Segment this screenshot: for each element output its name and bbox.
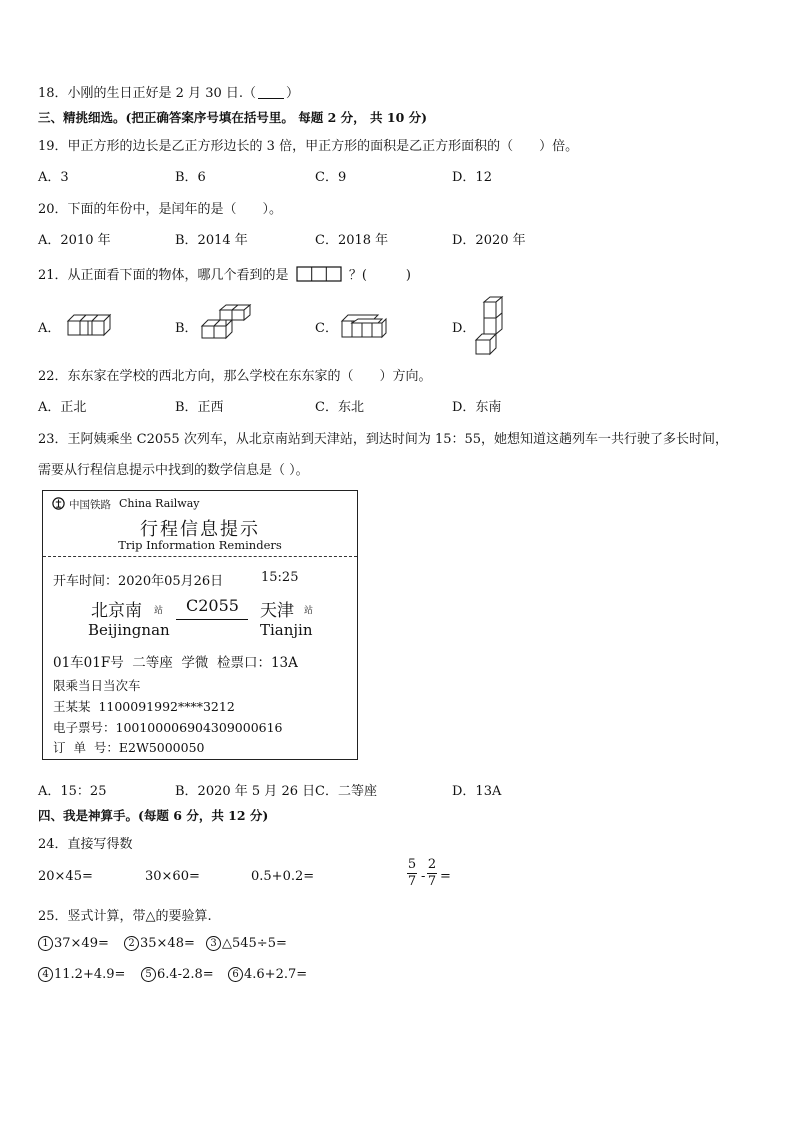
calc-item-3: 0.5+0.2=: [251, 869, 315, 884]
vertical-calc-2: [124, 936, 195, 951]
calc-expression: 35×48=: [140, 936, 195, 951]
to-station-suffix: 站: [304, 606, 314, 616]
vertical-calc-1: [38, 936, 109, 951]
question-18-text: 18．小刚的生日正好是 2 月 30 日.（: [38, 86, 257, 101]
calc-item-2: 30×60=: [145, 869, 200, 884]
circled-number: 6: [228, 967, 243, 982]
depart-label: 开车时间：2020年05月26日: [53, 574, 224, 589]
answer-blank[interactable]: [258, 86, 284, 99]
fraction-2-7: [427, 858, 437, 889]
vertical-calc-6: [228, 967, 307, 982]
cube-figure-a-icon: [62, 309, 120, 341]
calc-expression: 6.4-2.8=: [157, 967, 214, 982]
vertical-calc-4: [38, 967, 125, 982]
option-19-b: B．6: [175, 170, 206, 185]
fraction-denominator: 7: [407, 874, 417, 889]
option-19-d: D．12: [452, 170, 492, 185]
option-20-c: C．2018 年: [315, 233, 389, 248]
from-station-suffix: 站: [154, 606, 164, 616]
eticket-number: 电子票号：10010000690430900061​6: [53, 720, 283, 735]
question-24: 24．直接写得数: [38, 837, 133, 852]
question-18: [38, 82, 299, 101]
calc-expression: △545÷5=: [222, 936, 287, 951]
minus-sign: -: [421, 869, 426, 884]
train-underline: [176, 619, 248, 620]
option-20-b: B．2014 年: [175, 233, 248, 248]
question-25: 25．竖式计算，带△的要验算.: [38, 909, 212, 924]
fraction-5-7: [407, 858, 417, 889]
cube-figure-b-icon: [198, 304, 254, 342]
option-23-d: D．13A: [452, 784, 502, 799]
train-number: C2055: [186, 596, 239, 615]
trip-info-ticket: [42, 490, 358, 760]
china-railway-logo-icon: [52, 497, 65, 510]
circled-number: 1: [38, 936, 53, 951]
from-station-cn: 北京南: [91, 601, 142, 621]
circled-number: 4: [38, 967, 53, 982]
option-21-d: D．: [452, 321, 476, 336]
vertical-calc-3: [206, 936, 287, 951]
question-21: [38, 264, 411, 283]
equals-sign: =: [440, 869, 451, 884]
section-4-heading: 四、我是神算手。(每题 6 分，共 12 分): [38, 808, 269, 823]
section-3-heading: 三、精挑细选。(把正确答案序号填在括号里。 每题 2 分， 共 10 分): [38, 110, 428, 125]
question-21-paren: ？( ): [348, 268, 411, 283]
ticket-title-en: Trip Information Reminders: [118, 538, 282, 552]
calc-expression: 11.2+4.9=: [54, 967, 126, 982]
limit-note: 限乘当日当次车: [53, 678, 141, 693]
logo-cn: 中国铁路: [69, 499, 111, 511]
option-22-c: C．东北: [315, 400, 364, 415]
fraction-numerator: 5: [407, 857, 417, 872]
dashed-divider: [43, 556, 357, 557]
option-22-a: A．正北: [38, 400, 87, 415]
circled-number: 2: [124, 936, 139, 951]
vertical-calc-5: [141, 967, 214, 982]
calc-expression: 4.6+2.7=: [244, 967, 308, 982]
fraction-numerator: 2: [427, 857, 437, 872]
order-number: 订 单 号：E2W5000050: [53, 740, 205, 755]
option-21-a: A．: [38, 321, 61, 336]
option-21-b: B．: [175, 321, 198, 336]
option-22-d: D．东南: [452, 400, 502, 415]
seat-line: 01车01F号 二等座 学微 检票口：13A: [53, 655, 298, 671]
option-19-a: A．3: [38, 170, 69, 185]
to-station-en: Tianjin: [260, 621, 313, 639]
question-18-close: ）: [286, 86, 300, 101]
ticket-title-cn: 行程信息提示: [140, 519, 260, 540]
to-station-cn: 天津: [260, 601, 294, 621]
question-21-text: 21．从正面看下面的物体，哪几个看到的是: [38, 268, 289, 283]
question-23-line2: 需要从行程信息提示中找到的数学信息是（ ）。: [38, 463, 309, 478]
fraction-denominator: 7: [427, 874, 437, 889]
question-20: 20．下面的年份中，是闰年的是（ ）。: [38, 202, 283, 217]
option-23-a: A．15：25: [38, 784, 107, 799]
option-20-d: D．2020 年: [452, 233, 526, 248]
option-21-c: C．: [315, 321, 338, 336]
circled-number: 5: [141, 967, 156, 982]
three-squares-view-icon: [296, 266, 342, 282]
calc-item-1: 20×45=: [38, 869, 93, 884]
cube-figure-c-icon: [338, 309, 392, 341]
option-22-b: B．正西: [175, 400, 224, 415]
circled-number: 3: [206, 936, 221, 951]
option-23-c: C．二等座: [315, 784, 377, 799]
cube-figure-d-icon: [474, 296, 508, 356]
option-20-a: A．2010 年: [38, 233, 111, 248]
question-19: 19．甲正方形的边长是乙正方形边长的 3 倍，甲正方形的面积是乙正方形面积的（ ）倍。: [38, 139, 579, 154]
option-23-b: B．2020 年 5 月 26 日: [175, 784, 316, 799]
calc-expression: 37×49=: [54, 936, 109, 951]
logo-en: China Railway: [119, 497, 200, 510]
from-station-en: Beijingnan: [88, 621, 170, 639]
question-22: 22．东东家在学校的西北方向，那么学校在东东家的（ ）方向。: [38, 369, 432, 384]
passenger-info: 王某某 1100091992****3212: [53, 699, 235, 714]
depart-time: 15:25: [261, 570, 299, 585]
option-19-c: C．9: [315, 170, 347, 185]
question-23-line1: 23．王阿姨乘坐 C2055 次列车，从北京南站到天津站，到达时间为 15：55，她想知道这趟列车一共行驶了多长时间，: [38, 432, 729, 447]
